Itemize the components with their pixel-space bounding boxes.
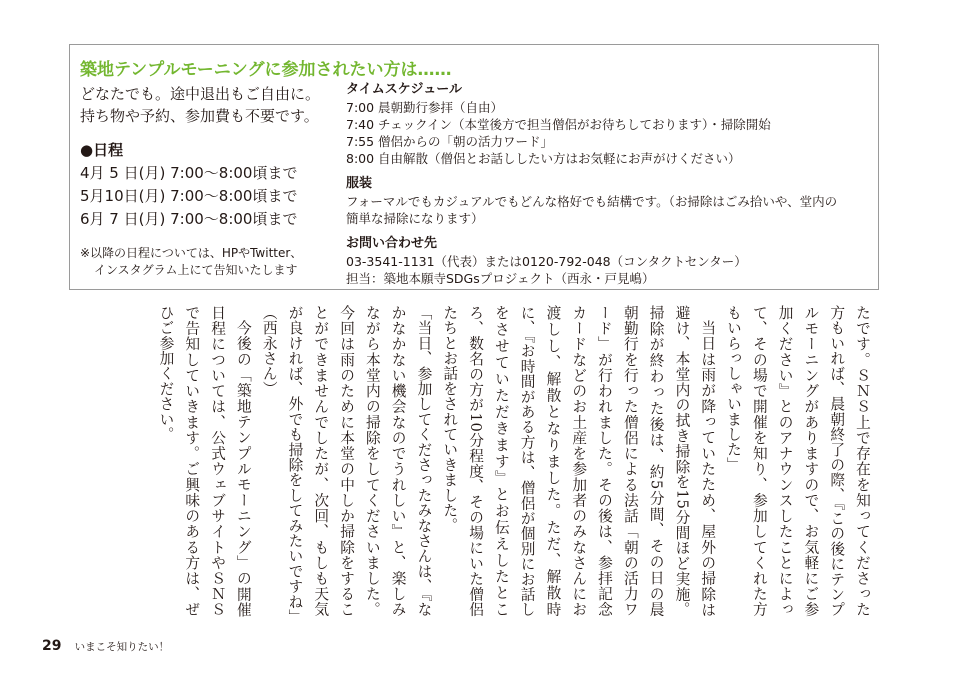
note-line: ※以降の日程については、HPやTwitter、	[80, 246, 303, 260]
article-paragraph: 当日は雨が降っていたため、屋外の掃除は避け、本堂内の拭き掃除を15分間ほど実施。掃除が終わった後は、約5分間、その日の晨朝勤行を行った僧侶による法話「朝の活力ワード」が行われました。その後は、参拝記念カードなどのお土産を参加者のみなさんにお渡しし、解散となりました。ただ、解散時に、『お時間がある方は、僧侶が個別にお話しをさせていただきます』とお伝えしたところ、数名の方が10分程度、その場にいた僧侶たちとお話をされていきました。	[441, 305, 717, 617]
note-line: インスタグラム上にて告知いたします	[94, 263, 298, 277]
dress-heading: 服装	[346, 176, 373, 191]
page-number: 29	[42, 638, 62, 654]
dress-text: 簡単な掃除になります）	[346, 211, 484, 226]
info-box	[69, 44, 879, 290]
contact-person: 担当：築地本願寺SDGsプロジェクト（西永・戸見嶋）	[346, 271, 655, 286]
schedule-date: 5月10日(月) 7:00〜8:00頃まで	[80, 187, 298, 205]
contact-phone: 03-3541-1131（代表）または0120-792-048（コンタクトセンター）	[346, 254, 747, 269]
timetable-row: 7:40 チェックイン（本堂後方で担当僧侶がお待ちしております）・掃除開始	[346, 117, 771, 132]
timetable-row: 7:55 僧侶からの「朝の活力ワード」	[346, 134, 554, 149]
schedule-heading: ●日程	[80, 141, 124, 159]
timetable-row: 7:00 晨朝勤行参拝（自由）	[346, 100, 504, 115]
page-footer	[42, 635, 169, 654]
intro-line: 持ち物や予約、参加費も不要です。	[80, 107, 319, 125]
article-body	[112, 305, 875, 617]
schedule-date: 4月 5 日(月) 7:00〜8:00頃まで	[80, 164, 298, 182]
timetable-row: 8:00 自由解散（僧侶とお話ししたい方はお気軽にお声がけください）	[346, 151, 741, 166]
info-left-column	[80, 83, 342, 279]
article-paragraph: たです。ＳＮＳ上で存在を知ってくださった方もいれば、晨朝終了の際、『この後にテンプルモーニングがありますので、お気軽にご参加ください』とのアナウンスしたことによって、その場で開催を知り、参加してくれた方もいらっしゃいました」	[725, 305, 871, 617]
section-name: いまこそ知りたい！	[74, 641, 170, 653]
schedule-date: 6月 7 日(月) 7:00〜8:00頃まで	[80, 210, 298, 228]
info-right-column	[346, 81, 866, 287]
dress-text: フォーマルでもカジュアルでもどんな格好でも結構です。（お掃除はごみ拾いや、堂内の	[346, 194, 838, 209]
article-paragraph: 今後の「築地テンプルモーニング」の開催日程については、公式ウェブサイトやＳＮＳで告知していきます。ご興味のある方は、ぜひご参加ください。	[157, 305, 252, 617]
intro-line: どなたでも。途中退出もご自由に。	[80, 85, 321, 103]
contact-heading: お問い合わせ先	[346, 236, 438, 251]
box-title: 築地テンプルモーニングに参加されたい方は……	[80, 60, 452, 80]
timetable-heading: タイムスケジュール	[346, 82, 462, 97]
article-paragraph: 「当日、参加してくださったみなさんは、『なかなかない機会なのでうれしい』と、楽しみながら本堂内の掃除をしてくださいました。今回は雨のために本堂の中しか掃除をすることができませんでしたが、次回、もしも天気が良ければ、外でも掃除をしてみたいですね」（西永さん）	[260, 305, 433, 617]
schedule-note	[80, 245, 342, 279]
